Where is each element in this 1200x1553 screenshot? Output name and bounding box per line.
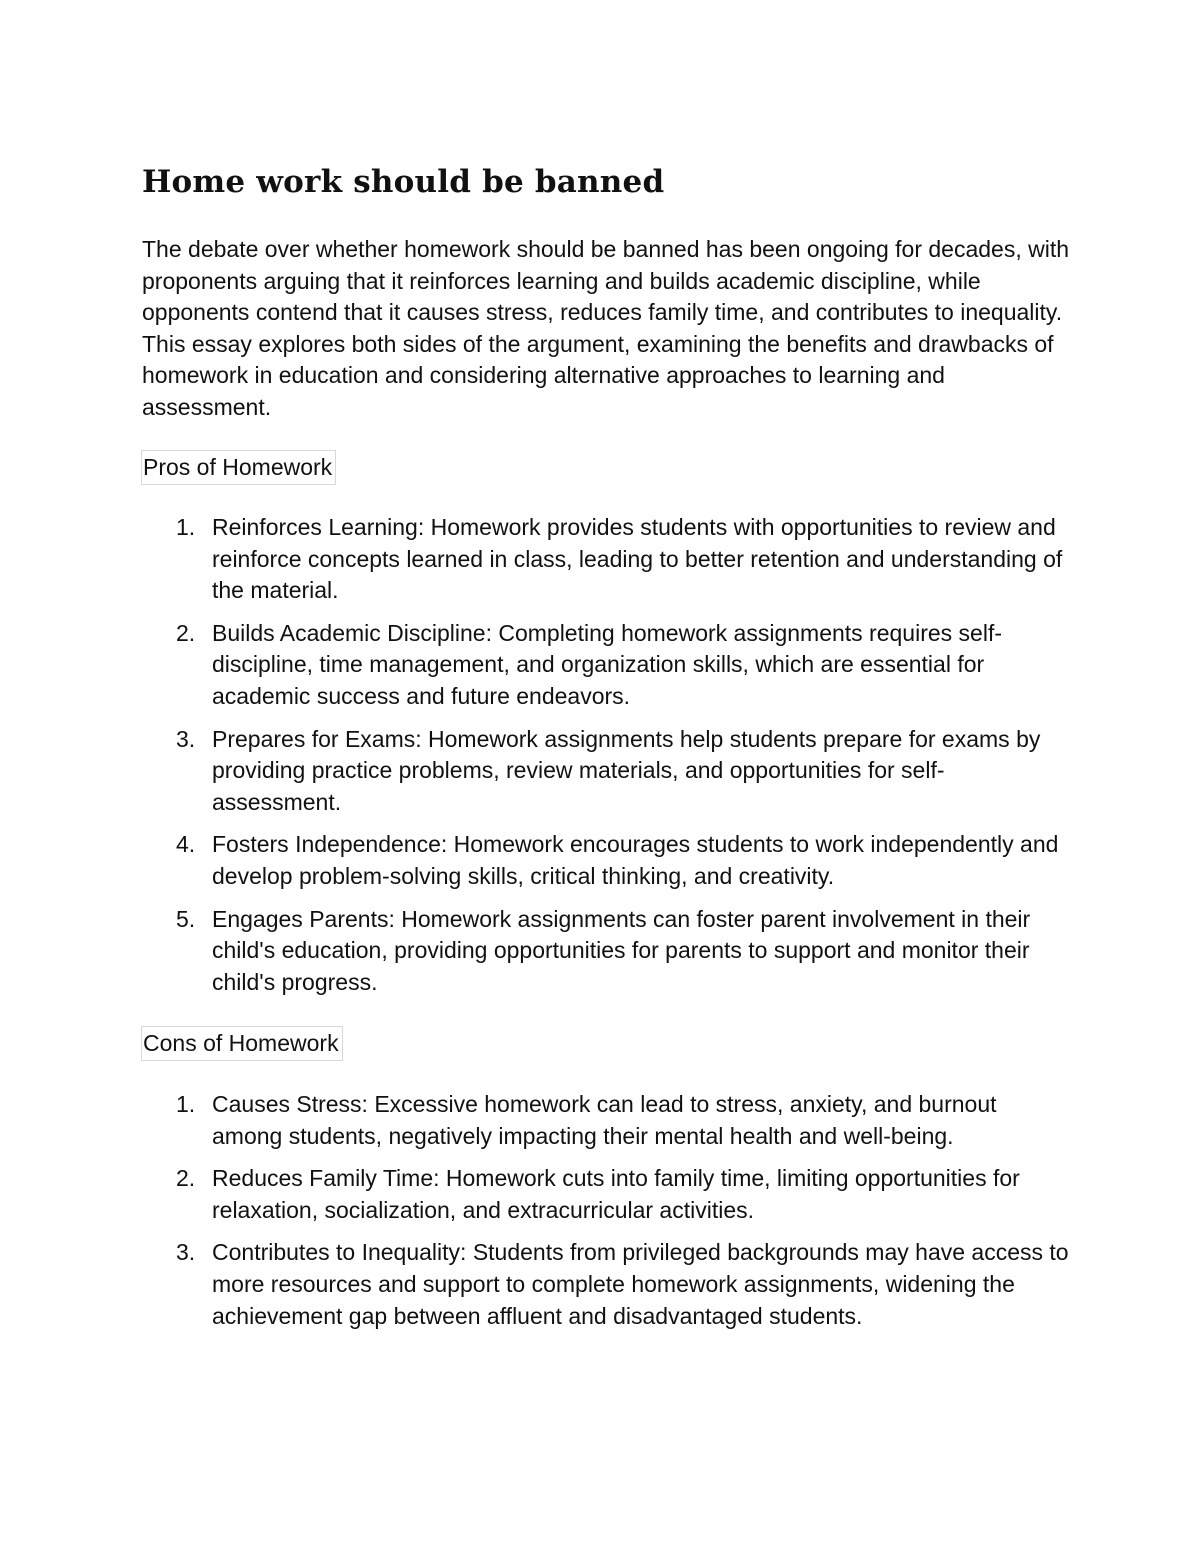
- list-text: Fosters Independence: Homework encourages students to work independently and develop problem-solving skills, critical thinking, and creativity.: [212, 831, 1059, 889]
- list-text: Reduces Family Time: Homework cuts into family time, limiting opportunities for relaxation, socialization, and extracurricular activities.: [212, 1165, 1020, 1223]
- list-text: Builds Academic Discipline: Completing homework assignments requires self-discipline, time management, and organization skills, which are essential for academic success and future endeavors.: [212, 619, 1002, 709]
- list-text: Causes Stress: Excessive homework can lead to stress, anxiety, and burnout among students, negatively impacting their mental health and well-being.: [212, 1091, 997, 1149]
- list-item: [142, 829, 1072, 892]
- list-number: 1.: [176, 1091, 196, 1117]
- intro-paragraph: The debate over whether homework should be banned has been ongoing for decades, with proponents arguing that it reinforces learning and builds academic discipline, while opponents contend that it causes stress, reduces family time, and contributes to inequality. This essay explores both sides of the argument, examining the benefits and drawbacks of homework in education and considering alternative approaches to learning and assessment.: [142, 236, 1070, 420]
- list-text: Reinforces Learning: Homework provides students with opportunities to review and reinforce concepts learned in class, leading to better retention and understanding of the material.: [212, 514, 1063, 604]
- list-item: [142, 1237, 1072, 1332]
- list-number: 1.: [176, 514, 196, 540]
- list-number: 2.: [176, 619, 196, 646]
- pros-heading: Pros of Homework: [141, 450, 336, 485]
- list-number: 2.: [176, 1165, 196, 1192]
- document-title: Home work should be banned: [142, 164, 665, 200]
- list-item: [142, 1089, 1072, 1152]
- list-item: [142, 724, 1072, 819]
- list-item: [142, 618, 1072, 713]
- list-text: Contributes to Inequality: Students from privileged backgrounds may have access to more resources and support to complete homework assignments, widening the achievement gap between affluent and disadvantaged students.: [212, 1239, 1069, 1329]
- list-number: 5.: [176, 905, 196, 932]
- list-text: Prepares for Exams: Homework assignments help students prepare for exams by providing practice problems, review materials, and opportunities for self-assessment.: [212, 725, 1041, 815]
- list-text: Engages Parents: Homework assignments can foster parent involvement in their child's education, providing opportunities for parents to support and monitor their child's progress.: [212, 905, 1031, 995]
- list-item: [142, 904, 1072, 999]
- list-number: 4.: [176, 831, 196, 858]
- cons-list: [142, 1089, 1072, 1343]
- list-item: [142, 512, 1072, 607]
- list-item: [142, 1163, 1072, 1226]
- list-number: 3.: [176, 1239, 196, 1266]
- list-number: 3.: [176, 725, 196, 752]
- pros-list: [142, 512, 1072, 1009]
- cons-heading: Cons of Homework: [141, 1026, 343, 1061]
